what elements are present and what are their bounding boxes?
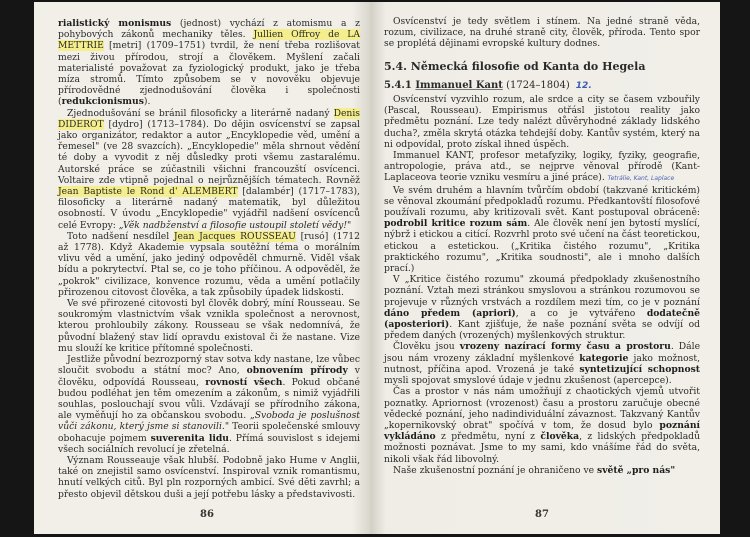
- paragraph-kant-apriori: [384, 274, 700, 341]
- text-span: . Ale člověk není jen bytostí myslící, nýbrž i etickou a citící. Rozvrhl proto své učení na část teoretickou, etickou a estetickou. („Kritika čistého rozumu", „Kritika praktického rozumu", „Kritika soudnosti", ale i mnoho dalších prací.): [384, 218, 700, 275]
- text-span: V „Kritice čistého rozumu" zkoumá předpoklady zkušenostního poznání. Vztah mezi stránkou smyslovou a stránkou rozumovou se projevuje v různých vrstvách a rozdílem mezi tím, co je v poznání: [384, 274, 700, 308]
- term-world-for-us: světě „pro nás": [597, 464, 676, 476]
- text-span: . Kant zjišťuje, že naše poznání světa se odvíjí od předem daných (vrozených) myšlenkových struktur.: [384, 319, 700, 342]
- handwritten-note: 12.: [575, 80, 592, 91]
- paragraph-rousseau-intro: [58, 231, 360, 298]
- pencil-note: Tetrálie, Kant, Laplace: [607, 175, 675, 183]
- highlight-rousseau: Jean Jacques ROUSSEAU: [173, 230, 296, 242]
- paragraph-kant-intro: Osvícenství vyzvihlo rozum, ale srdce a city se časem vzbouřily (Pascal, Rousseau). Empirismus otřásl jistotou reality jako předmětu poznání. Lze tedy nalézt důvěryhodné základy lidského ducha?, změla skrytá otázka tehdejší doby. Kantův systém, který na ni odpovídal, proto získal ihned úspěch.: [384, 94, 700, 150]
- text-span: [dydro] (1713–1784). Do dějin osvícenství se zapsal jako organizátor, redaktor a autor „Encyklopedie věd, umění a řemesel" (ve 28 svazcích). „Encyklopedie" měla shrnout vědění té doby a vyvodit z něj důsledky proti všemu zastaralému. Autorské práce se zúčastnili všichni francouzští osvícenci. Voltaire zde vtipně pojednal o nejrůznějších tématech. Rovněž: [58, 118, 360, 186]
- subsection-number: 5.4.1: [384, 79, 412, 91]
- right-page-text: [384, 16, 700, 476]
- text-span: Toto nadšení nesdílel: [67, 230, 174, 242]
- term-restoring-nature: obnovením přírody: [246, 365, 348, 377]
- text-span: v člověku, odpovídá Rousseau,: [58, 365, 360, 388]
- term-materialist-monism: rialistický monismus: [58, 18, 172, 29]
- paragraph-kant-copernican: [384, 386, 700, 464]
- paragraph-rousseau-nature: Ve své přirozené citovosti byl člověk dobrý, míní Rousseau. Se soukromým vlastnictvím však vznikla společnost a nerovnost, kterou prohloubily zákony. Rousseau se však nedomnívá, že původní blažený stav lidí opravdu existoval či že nastane. Vize mu slouží ke kritice přítomné společnosti.: [58, 298, 360, 354]
- paragraph-kant-critique: [384, 185, 700, 275]
- term-categories: kategorie: [579, 352, 629, 364]
- quote-alembert: „Věk nadbženství a filosofie ustoupil století vědy!": [118, 219, 352, 231]
- term-synthesizing-ability: syntetizující schopnost: [579, 363, 700, 375]
- section-title: 5.4. Německá filosofie od Kanta do Hegela: [384, 59, 646, 73]
- text-span: Immanuel KANT, profesor metafyziky, logiky, fyziky, geografie, antropologie, práva atd., se nejprve věnoval přírodě (Kant-Laplaceova teorie vzniku vesmíru a jiné práce).: [384, 150, 700, 184]
- term-human: člověka: [540, 431, 580, 443]
- term-reductionism: redukcionismus: [61, 96, 144, 108]
- text-span: ).: [143, 96, 151, 108]
- text-span: Zjednodušování se bránil filosoficky a literárně nadaný: [67, 107, 334, 119]
- text-span: . Přímá souvislost s idejemi všech sociálních revolucí je zřetelná.: [58, 432, 360, 455]
- paragraph-kant-forms: [384, 341, 700, 386]
- term-aposteriori: dodatečně (aposteriori): [384, 307, 700, 331]
- text-span: [rusó] (1712 až 1778). Když Akademie vypsala soutěžní téma o morálním vlivu věd a umění, jako jediný odpověděl chmurně. Viděl však bídu a pokrytectví. Ptal se, co je toho příčinou. A odpověděl, že „pokrok" civilizace, konvence rozumu, věda a umění potlačily přirozenou citovost člověka, a tak způsobily úpadek lidskosti.: [58, 230, 360, 298]
- text-span: jako možnost, nutnost, příčina apod. Vrozená je také: [384, 352, 700, 375]
- subsection-name-kant: Immanuel Kant: [415, 79, 503, 91]
- text-span: Čas a prostor v nás nám umožňují z chaotických vjemů utvořit poznatky. Apriornost (vrozenost) času a prostoru zaručuje obecné vědecké poznání, jeho nadindividuální závaznost. Takzvaný Kantův „kopernikovský obrat" spočívá v tom, že dosud bylo: [384, 386, 700, 431]
- highlight-diderot: Denis DIDEROT: [58, 107, 360, 130]
- text-span: , a co je vytvářeno: [515, 307, 647, 319]
- term-equality: rovností všech: [205, 376, 283, 388]
- highlight-la-mettrie: Jullien Offroy de LA METTRIE: [58, 29, 360, 52]
- text-span: z předmětu, nyní z: [435, 431, 541, 443]
- paragraph-diderot: [58, 108, 360, 231]
- subsection-years: (1724–1804): [502, 79, 570, 91]
- term-critique-of-reason: podrobil kritice rozum sám: [384, 218, 528, 230]
- term-apriori: dáno předem (apriori): [384, 307, 516, 319]
- paragraph-kant-world: [384, 465, 700, 476]
- paragraph-rousseau-freedom: [58, 354, 360, 455]
- highlight-alembert: Jean Baptiste le Rond d' ALEMBERT: [58, 186, 238, 198]
- text-span: Naše zkušenostní poznání je ohraničeno ve: [393, 464, 598, 476]
- term-sovereignty: suverenita lidu: [150, 432, 229, 444]
- left-page: [34, 2, 370, 534]
- page-number-right: 87: [535, 509, 549, 520]
- text-span: [dalambér] (1717–1783), filosoficky a literárně nadaný matematik, byl důležitou osobností. V úvodu „Encyklopedie" vyjádřil nadšení osvícenců celé Evropy:: [58, 186, 360, 231]
- text-span: mysli spojovat smyslové údaje v jednu zkušenost (apercepce).: [384, 375, 672, 387]
- text-span: . Pokud občané budou podléhat jen těm omezením a zákonům, s nimiž vyjádřili souhlas, poslouchají svou vůli. Vzdávají se přírodního zákona, ale vyměňují ho za občanskou svobodu.: [58, 376, 360, 422]
- text-span: [metri] (1709–1751) tvrdil, že není třeba rozlišovat mezi živou přírodou, strojí a člověkem. Myšlení začali materialisté považovat za fyziologický produkt, jako je třeba míza stromů. Tímto způsobem se v novověku objevuje přírodovědné zjednodušování člověka i společnosti (: [58, 40, 360, 108]
- text-span: , z lidských předpokladů možnosti poznávat. Jsme to my sami, kdo vnášíme řád do světa, nikoli však řád libovolný.: [384, 431, 700, 465]
- text-span: Jestliže původní bezrozporný stav sotva kdy nastane, lze vůbec sloučit svobodu a státní moc? Ano,: [58, 354, 360, 377]
- paragraph-kant-career: [384, 150, 700, 185]
- text-span: Člověku jsou: [393, 341, 460, 353]
- term-knowledge-explained: poznání vykládáno: [384, 419, 700, 443]
- right-page: [370, 2, 720, 534]
- paragraph-materialism: [58, 18, 360, 108]
- page-number-left: 86: [200, 509, 214, 520]
- section-heading: [384, 61, 700, 72]
- paragraph-enlightenment-summary: Osvícenství je tedy světlem i stínem. Na jedné straně věda, rozum, civilizace, na druhé straně city, člověk, příroda. Tento spor se proplétá dějinami evropské kultury dodnes.: [384, 16, 700, 50]
- text-span: Ve svém druhém a hlavním tvůrčím období (takzvané kritickém) se věnoval zkoumání předpokladů rozumu. Předkantovští filosofové používali rozumu, aby kritizovali svět. Kant postupoval obráceně:: [384, 184, 700, 219]
- paragraph-rousseau-legacy: Význam Rousseauje však hlubší. Podobně jako Hume v Anglii, také on znejistil samo osvícenství. Inspiroval vznik romantismu, hnutí velkých citů. Byl pln rozporných ambicí. Své děti zavrhl; a přesto objevil dětskou duši a její potřebu lásky a představivosti.: [58, 454, 360, 500]
- term-intuition-forms: vrozeny nazírací formy času a prostoru: [459, 341, 671, 353]
- left-page-text: [58, 18, 360, 500]
- subsection-heading: [384, 80, 700, 92]
- text-span: . Dále jsou nám vrozeny základní myšlenkové: [384, 341, 701, 364]
- quote-freedom: „Svoboda je poslušnost vůči zákonu, který jsme si stanovili.": [58, 410, 361, 433]
- text-span: (jednost) vychází z atomismu a z pohybových zákonů mechaniky těles.: [58, 18, 360, 41]
- text-span: Teorii společenské smlouvy obohacuje pojmem: [58, 421, 360, 444]
